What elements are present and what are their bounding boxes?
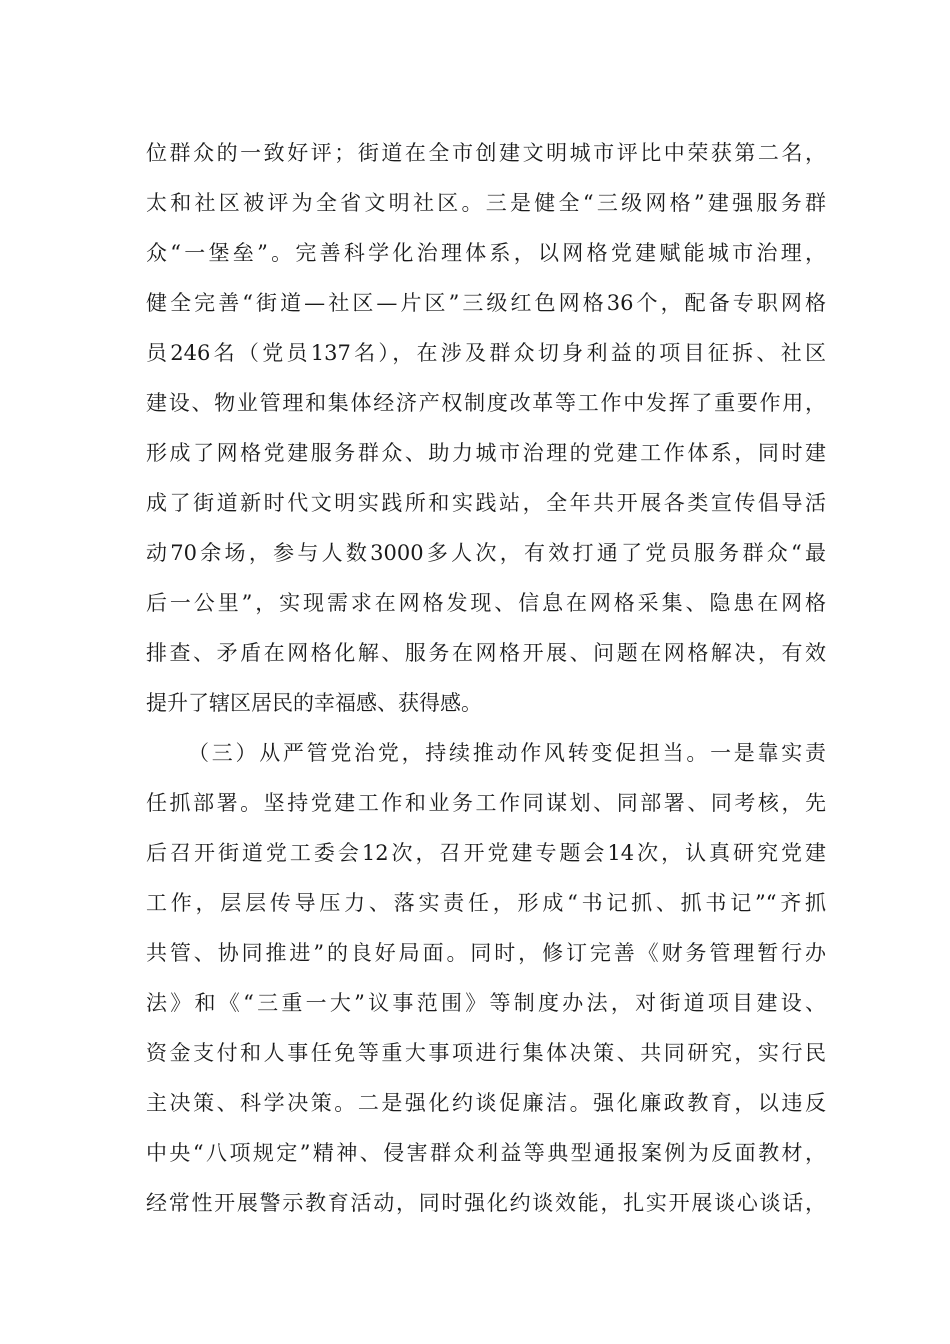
text-line: 主决策、科学决策。二是强化约谈促廉洁。强化廉政教育，以违反	[146, 1091, 826, 1115]
text-line: 员246名（党员137名），在涉及群众切身利益的项目征拆、社区	[146, 341, 826, 365]
text-line: 后一公里”，实现需求在网格发现、信息在网格采集、隐患在网格	[146, 591, 826, 615]
text-line: 建设、物业管理和集体经济产权制度改革等工作中发挥了重要作用，	[146, 391, 826, 415]
document-body	[146, 128, 826, 1228]
text-line: 共管、协同推进”的良好局面。同时，修订完善《财务管理暂行办	[146, 941, 826, 965]
text-line: 工作，层层传导压力、落实责任，形成“书记抓、抓书记”“齐抓	[146, 891, 826, 915]
text-line: 位群众的一致好评；街道在全市创建文明城市评比中荣获第二名，	[146, 141, 826, 165]
text-line: 资金支付和人事任免等重大事项进行集体决策、共同研究，实行民	[146, 1041, 826, 1065]
text-line: 排查、矛盾在网格化解、服务在网格开展、问题在网格解决，有效	[146, 641, 826, 665]
paragraph-grid-governance	[146, 128, 826, 728]
text-line: 成了街道新时代文明实践所和实践站，全年共开展各类宣传倡导活	[146, 491, 826, 515]
text-line: 形成了网格党建服务群众、助力城市治理的党建工作体系，同时建	[146, 441, 826, 465]
text-line: 动70余场，参与人数3000多人次，有效打通了党员服务群众“最	[146, 541, 826, 565]
text-line: 太和社区被评为全省文明社区。三是健全“三级网格”建强服务群	[146, 191, 826, 215]
paragraph-strict-party-governance	[146, 728, 826, 1228]
text-line: 众“一堡垒”。完善科学化治理体系，以网格党建赋能城市治理，	[146, 241, 826, 265]
text-line: 健全完善“街道—社区—片区”三级红色网格36个，配备专职网格	[146, 291, 826, 315]
text-line: 任抓部署。坚持党建工作和业务工作同谋划、同部署、同考核，先	[146, 791, 826, 815]
text-line: 后召开街道党工委会12次，召开党建专题会14次，认真研究党建	[146, 841, 826, 865]
text-line: 中央“八项规定”精神、侵害群众利益等典型通报案例为反面教材，	[146, 1141, 826, 1165]
text-line: 经常性开展警示教育活动，同时强化约谈效能，扎实开展谈心谈话，	[146, 1191, 826, 1215]
text-line: 法》和《“三重一大”议事范围》等制度办法，对街道项目建设、	[146, 991, 826, 1015]
section-heading-line: （三）从严管党治党，持续推动作风转变促担当。一是靠实责	[188, 741, 826, 765]
text-line: 提升了辖区居民的幸福感、获得感。	[146, 691, 482, 715]
